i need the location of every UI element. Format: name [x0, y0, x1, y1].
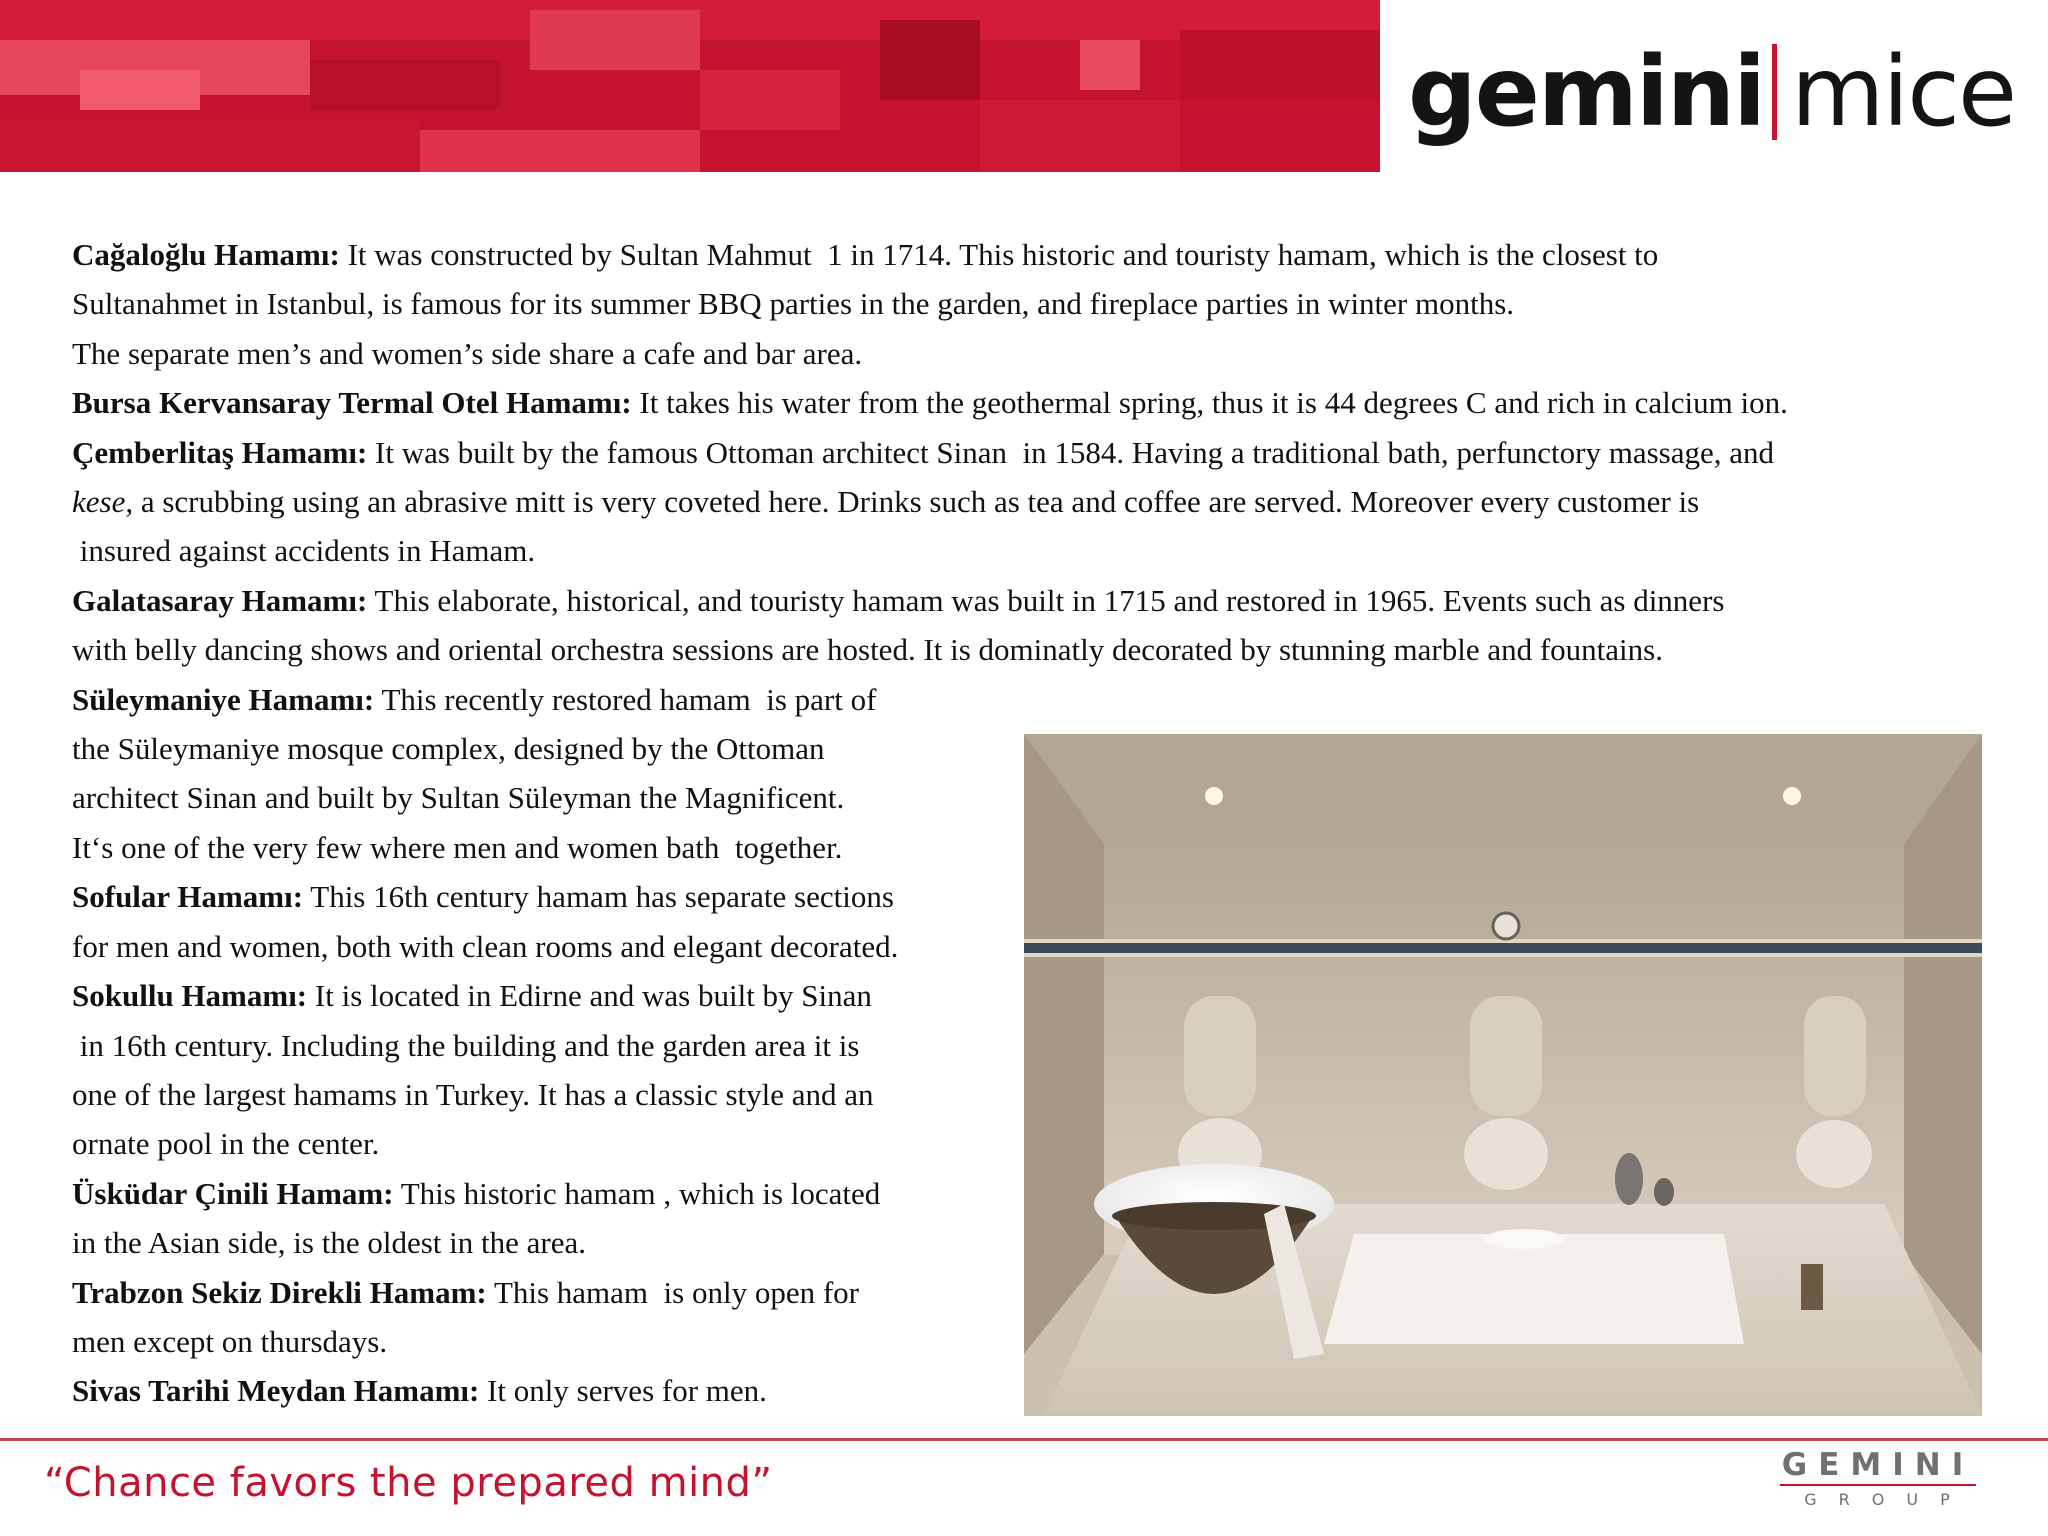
- entry-title: Süleymaniye Hamamı:: [72, 681, 375, 717]
- entry-text: This elaborate, historical, and touristy hamam was built in 1715 and restored in 1965. Events such as dinners with belly dancing shows and oriental orchestra sessions are hosted. It is dominatly decorated by stunning marble and fountains.: [72, 582, 1725, 668]
- entry-cagaloglu: [72, 230, 1992, 378]
- entry-text: This recently restored hamam is part of the Süleymaniye mosque complex, designed by the Ottoman architect Sinan and built by Sultan Süleyman the Magnificent. It‘s one of the very few where men and women bath together.: [72, 681, 877, 865]
- entry-title: Sokullu Hamamı:: [72, 978, 308, 1014]
- entry-title: Çemberlitaş Hamamı:: [72, 434, 368, 470]
- entry-sokullu: [72, 971, 992, 1169]
- entry-galatasaray: [72, 576, 1992, 675]
- gemini-mice-logo: [1408, 36, 2016, 148]
- entry-suleymaniye: [72, 675, 992, 873]
- entry-text: It was built by the famous Ottoman architect Sinan in 1584. Having a traditional bath, perfunctory massage, and: [375, 434, 1774, 470]
- gemini-group-logo: [1774, 1446, 1982, 1516]
- entry-title: Üsküdar Çinili Hamam:: [72, 1175, 394, 1211]
- entry-sivas: [72, 1366, 992, 1415]
- entry-text: It only serves for men.: [479, 1373, 767, 1409]
- entry-title: Cağaloğlu Hamamı:: [72, 237, 340, 272]
- footer-logo-top: GEMINI: [1781, 1447, 1975, 1483]
- entry-trabzon: [72, 1268, 992, 1367]
- entry-text: This 16th century hamam has separate sections for men and women, both with clean rooms and elegant decorated.: [72, 879, 899, 964]
- entry-text: This hamam is only open for men except on thursdays.: [72, 1274, 859, 1359]
- entry-text: It is located in Edirne and was built by Sinan in 16th century. Including the building and the garden area it is one of the largest hamams in Turkey. It has a classic style and an ornate pool in the center.: [72, 978, 874, 1162]
- header-banner: [0, 0, 1380, 172]
- entry-cemberlitas: [72, 428, 1992, 576]
- entry-text: This historic hamam , which is located in the Asian side, is the oldest in the area.: [72, 1175, 881, 1261]
- logo-brand: gemini: [1408, 36, 1765, 148]
- logo-sub: mice: [1791, 36, 2016, 148]
- footer-divider: [0, 1438, 2048, 1441]
- entry-bursa: [72, 378, 1992, 427]
- entry-title: Sivas Tarihi Meydan Hamamı:: [72, 1373, 480, 1409]
- entry-title: Bursa Kervansaray Termal Otel Hamamı:: [72, 385, 632, 421]
- entry-text: It takes his water from the geothermal spring, thus it is 44 degrees C and rich in calcium ion.: [631, 385, 1788, 421]
- tagline: “Chance favors the prepared mind”: [44, 1460, 773, 1506]
- entry-title: Trabzon Sekiz Direkli Hamam:: [72, 1274, 487, 1310]
- entry-italic: kese,: [72, 484, 134, 520]
- entry-text-cont: a scrubbing using an abrasive mitt is very coveted here. Drinks such as tea and coffee are served. Moreover every customer is insured against accidents in Hamam.: [79, 484, 1700, 569]
- entry-text: It was constructed by Sultan Mahmut 1 in 1714. This historic and touristy hamam, which is the closest to Sultanahmet in Istanbul, is famous for its summer BBQ parties in the garden, and fireplace parties in winter months. The separate men’s and women’s side share a cafe and bar area.: [72, 237, 1659, 371]
- entry-title: Galatasaray Hamamı:: [72, 582, 368, 618]
- entry-sofular: [72, 872, 992, 971]
- footer-logo-bottom: GROUP: [1804, 1490, 1972, 1509]
- entry-uskudar: [72, 1169, 992, 1268]
- hamam-photo: [1024, 734, 1982, 1416]
- entry-title: Sofular Hamamı:: [72, 879, 304, 915]
- logo-separator: [1772, 44, 1777, 140]
- hamam-illustration: [1024, 734, 1982, 1416]
